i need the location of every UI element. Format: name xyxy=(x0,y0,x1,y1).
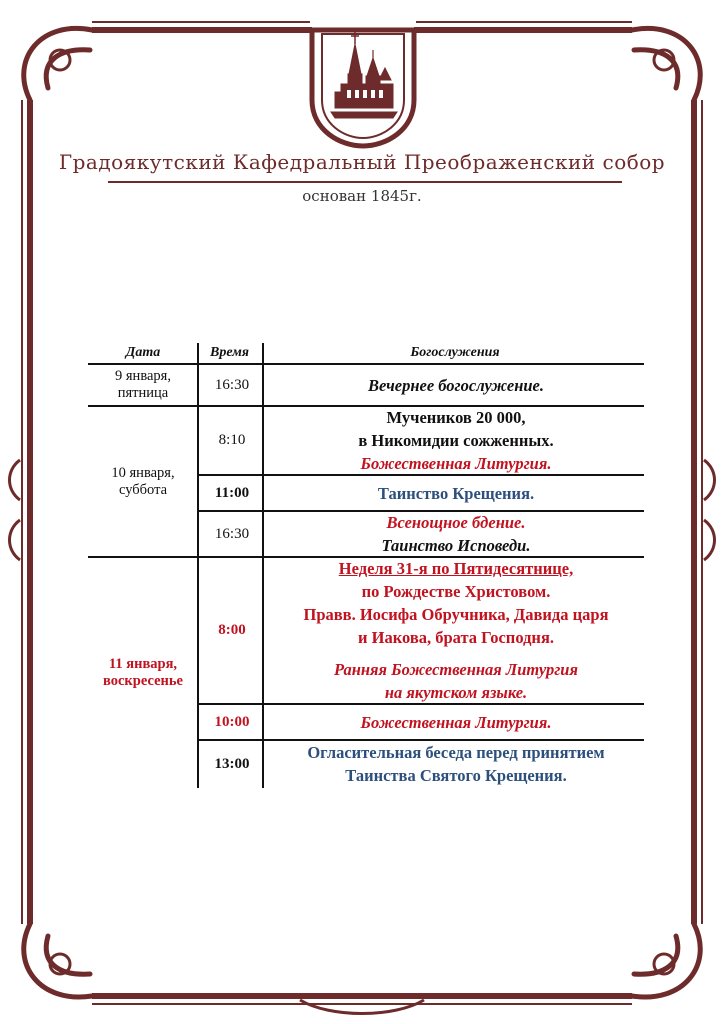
date-day: 10 января, xyxy=(111,464,175,481)
date-day: 11 января, xyxy=(108,655,178,672)
date-cell xyxy=(88,557,198,788)
column-header-services: Богослужения xyxy=(410,345,500,360)
founded-subtitle: основан 1845г. xyxy=(302,187,422,205)
service-cell xyxy=(266,704,646,740)
service-line: Правв. Иосифа Обручника, Давида царя xyxy=(303,605,609,624)
service-cell xyxy=(266,740,646,788)
service-cell xyxy=(266,557,646,704)
service-schedule-table xyxy=(88,343,644,785)
date-weekday: суббота xyxy=(118,481,168,498)
service-line: Божественная Литургия. xyxy=(360,712,552,732)
date-weekday: пятница xyxy=(117,385,169,401)
time-cell: 16:30 xyxy=(214,525,250,542)
service-line: на якутском языке. xyxy=(384,683,528,702)
time-cell: 11:00 xyxy=(214,484,250,501)
service-line: Мучеников 20 000, xyxy=(386,408,526,427)
service-line: и Иакова, брата Господня. xyxy=(358,628,554,647)
cathedral-title: Градоякутский Кафедральный Преображенский собор xyxy=(58,150,666,174)
column-header-time: Время xyxy=(209,345,249,360)
date-day: 9 января, xyxy=(115,368,171,384)
service-cell xyxy=(266,475,646,511)
date-weekday: воскресенье xyxy=(103,672,183,689)
time-cell: 8:00 xyxy=(218,622,246,638)
time-cell: 13:00 xyxy=(214,755,250,772)
service-line: Всенощное бдение. xyxy=(386,513,526,532)
title-underline xyxy=(108,181,622,183)
service-line: по Рождестве Христовом. xyxy=(361,582,551,601)
time-cell: 16:30 xyxy=(214,376,250,393)
service-line: Вечернее богослужение. xyxy=(368,375,544,395)
date-cell xyxy=(88,364,198,406)
service-cell xyxy=(266,511,646,557)
service-cell xyxy=(266,406,646,475)
service-line: Таинство Крещения. xyxy=(377,483,535,503)
column-header-date: Дата xyxy=(125,345,161,360)
time-cell: 10:00 xyxy=(214,713,250,730)
service-line: Божественная Литургия. xyxy=(360,454,552,473)
service-cell xyxy=(266,364,646,406)
service-line: Неделя 31-я по Пятидесятнице, xyxy=(338,559,574,578)
service-line: в Никомидии сожженных. xyxy=(358,431,554,450)
service-line: Таинства Святого Крещения. xyxy=(345,766,567,785)
service-line: Таинство Исповеди. xyxy=(381,536,531,555)
service-line: Ранняя Божественная Литургия xyxy=(334,660,578,679)
date-cell xyxy=(88,406,198,557)
time-cell: 8:10 xyxy=(218,432,246,448)
service-line: Огласительная беседа перед принятием xyxy=(307,743,605,762)
cathedral-icon xyxy=(315,14,412,142)
